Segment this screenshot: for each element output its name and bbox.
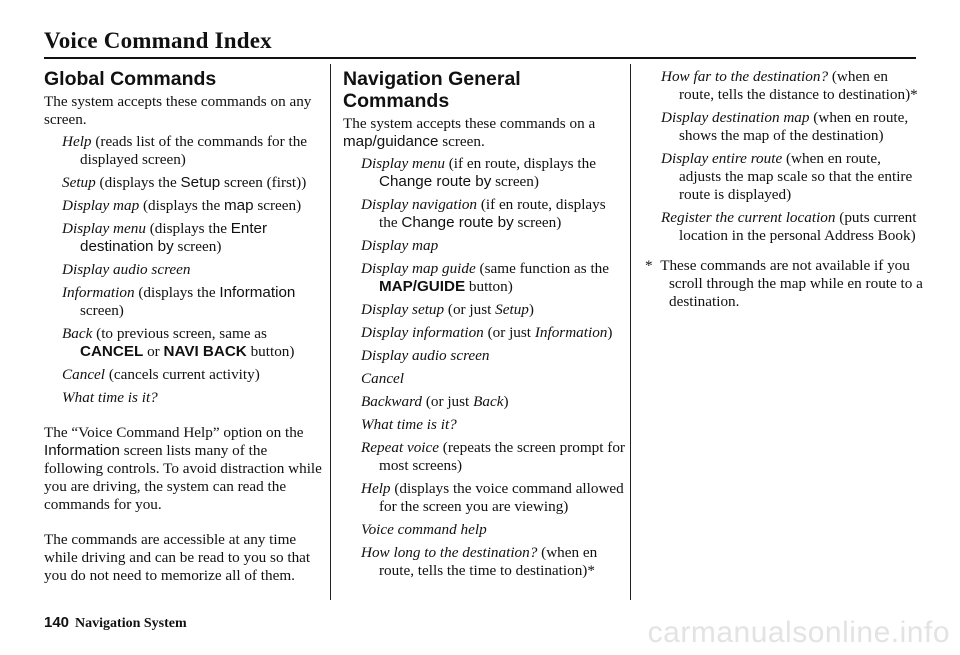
section-heading: Navigation General Commands [343, 68, 521, 112]
section-heading: Global Commands [44, 68, 217, 90]
navigation-commands-continued-column [643, 68, 925, 311]
body-paragraph: The commands are accessible at any time while driving and can be read to you so that you do not need to memorize all of them. [44, 531, 311, 584]
command-item: Cancel [361, 370, 405, 387]
global-commands-column [44, 68, 324, 602]
body-paragraph: The “Voice Command Help” option on the Information screen lists many of the following controls. To avoid distraction while you are driving, the system can read the commands for you. [44, 424, 322, 513]
command-item: Display entire route (when en route, adjusts the map scale so that the entire route is displayed) [661, 150, 913, 203]
command-item: What time is it? [361, 416, 457, 433]
command-item: Help (displays the voice command allowed for the screen you are viewing) [361, 480, 624, 515]
column-divider [630, 64, 631, 600]
command-item: Register the current location (puts current location in the personal Address Book) [661, 209, 917, 244]
command-item: Display menu (if en route, displays the Change route by screen) [361, 155, 596, 190]
page-footer [44, 614, 187, 632]
command-item: How far to the destination? (when en route, tells the distance to destination)* [661, 68, 918, 103]
command-item: How long to the destination? (when en route, tells the time to destination)* [361, 544, 598, 579]
section-intro: The system accepts these commands on a map/guidance screen. [343, 115, 596, 150]
command-item: Display menu (displays the Enter destination by screen) [62, 220, 268, 255]
command-item: Display map [361, 237, 439, 254]
column-divider [330, 64, 331, 600]
header-rule [44, 57, 916, 59]
page-number: 140 [44, 614, 70, 631]
watermark: carmanualsonline.info [647, 616, 950, 649]
command-item: Display destination map (when en route, shows the map of the destination) [661, 109, 909, 144]
footnote: * These commands are not available if you scroll through the map while en route to a destination. [645, 257, 923, 310]
command-item: Display map (displays the map screen) [62, 197, 302, 214]
command-item: Repeat voice (repeats the screen prompt for most screens) [361, 439, 625, 474]
page-title: Voice Command Index [44, 28, 272, 53]
command-item: Cancel (cancels current activity) [62, 366, 260, 383]
command-item: Display setup (or just Setup) [361, 301, 534, 318]
command-item: Display audio screen [361, 347, 490, 364]
command-item: Voice command help [361, 521, 487, 538]
command-item: Display information (or just Information) [361, 324, 613, 341]
command-item: Backward (or just Back) [361, 393, 509, 410]
command-item: Display navigation (if en route, displays the Change route by screen) [361, 196, 606, 231]
section-intro: The system accepts these commands on any screen. [44, 93, 312, 128]
navigation-commands-column [343, 68, 625, 585]
command-item: Display audio screen [62, 261, 191, 278]
command-item: Help (reads list of the commands for the displayed screen) [62, 133, 308, 168]
command-item: What time is it? [62, 389, 158, 406]
command-item: Back (to previous screen, same as CANCEL or NAVI BACK button) [62, 325, 295, 360]
command-item: Setup (displays the Setup screen (first)) [62, 174, 307, 191]
command-item: Display map guide (same function as the MAP/GUIDE button) [361, 260, 610, 295]
command-item: Information (displays the Information screen) [62, 284, 296, 319]
footer-title: Navigation System [75, 616, 187, 631]
